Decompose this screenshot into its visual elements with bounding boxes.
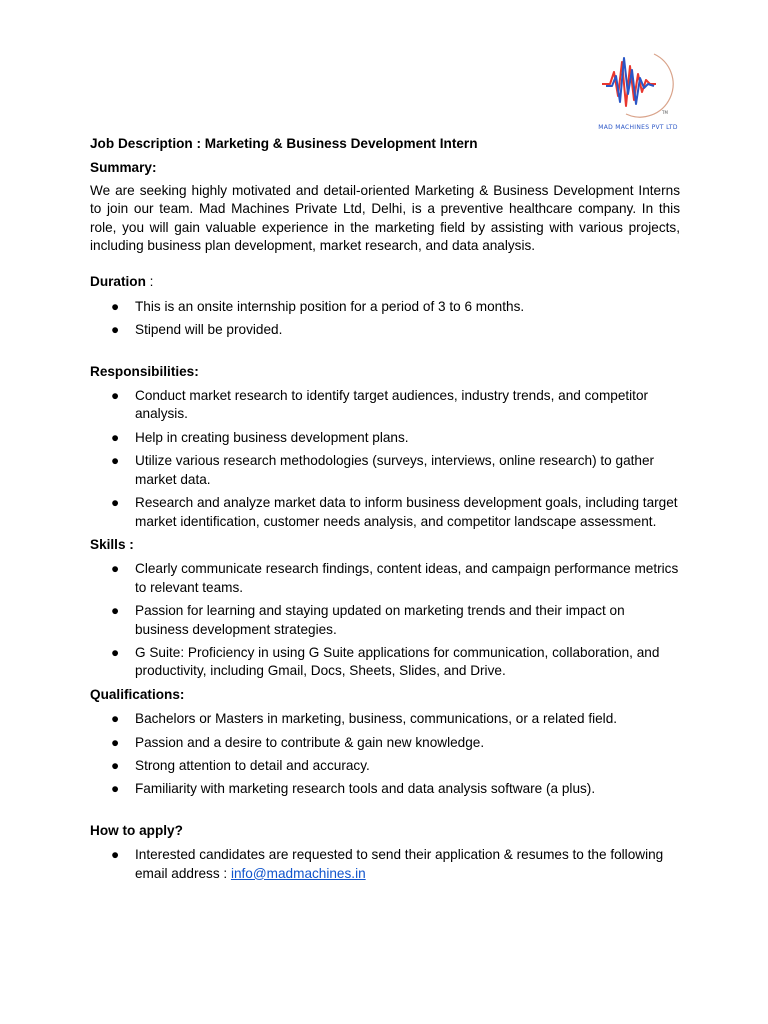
skills-heading: Skills : (90, 536, 134, 552)
list-item-text: Passion for learning and staying updated on marketing trends and their impact on business development strategies. (135, 603, 625, 637)
document-body (90, 135, 680, 888)
company-logo (596, 44, 680, 136)
email-link[interactable]: info@madmachines.in (230, 865, 366, 881)
logo-caption: MAD MACHINES PVT LTD (598, 124, 678, 131)
list-item (90, 710, 680, 728)
duration-list (90, 298, 680, 340)
responsibilities-heading: Responsibilities: (90, 363, 199, 379)
bullet-icon: ● (111, 298, 120, 314)
how-to-apply-list (90, 846, 680, 883)
document-title: Job Description : Marketing & Business Development Intern (90, 136, 478, 151)
summary-text: We are seeking highly motivated and detail-oriented Marketing & Business Development Interns to join our team. Mad Machines Private Ltd, Delhi, is a preventive healthcare company. In this role, you will gain valuable experience in the marketing field by assisting with various projects, including business plan development, market research, and data analysis. (90, 182, 680, 254)
bullet-icon: ● (111, 388, 120, 404)
waveform-logo-icon (596, 44, 680, 124)
duration-heading: Duration (90, 274, 146, 290)
qualifications-list (90, 710, 680, 799)
how-to-apply-heading: How to apply? (90, 822, 183, 838)
qualifications-heading: Qualifications: (90, 686, 185, 702)
svg-text:TM: TM (662, 110, 668, 115)
list-item-text: Stipend will be provided. (135, 322, 283, 338)
list-item (90, 560, 680, 597)
bullet-icon: ● (111, 561, 120, 577)
list-item-text: Utilize various research methodologies (surveys, interviews, online research) to gather market data. (135, 453, 655, 487)
list-item-text: Strong attention to detail and accuracy. (135, 757, 370, 773)
bullet-icon: ● (111, 644, 120, 660)
list-item-text: Interested candidates are requested to send their application & resumes to the following email address : (135, 847, 664, 881)
list-item-text: Clearly communicate research findings, content ideas, and campaign performance metrics to relevant teams. (135, 561, 679, 595)
list-item-text: Research and analyze market data to inform business development goals, including target market identification, customer needs analysis, and competitor landscape assessment. (135, 495, 678, 529)
bullet-icon: ● (111, 734, 120, 750)
list-item (90, 494, 680, 531)
duration-heading-line (90, 273, 680, 291)
list-item-text: Familiarity with marketing research tools and data analysis software (a plus). (135, 781, 596, 797)
bullet-icon: ● (111, 603, 120, 619)
skills-list (90, 560, 680, 680)
list-item (90, 757, 680, 775)
bullet-icon: ● (111, 711, 120, 727)
duration-heading-suffix: : (145, 274, 154, 290)
list-item-text: Bachelors or Masters in marketing, business, communications, or a related field. (135, 711, 618, 727)
bullet-icon: ● (111, 781, 120, 797)
bullet-icon: ● (111, 757, 120, 773)
list-item-text: This is an onsite internship position for a period of 3 to 6 months. (135, 298, 525, 314)
list-item (90, 602, 680, 639)
list-item (90, 846, 680, 883)
list-item (90, 321, 680, 339)
list-item (90, 298, 680, 316)
list-item-text: Conduct market research to identify target audiences, industry trends, and competitor analysis. (135, 388, 649, 422)
list-item (90, 429, 680, 447)
list-item (90, 780, 680, 798)
bullet-icon: ● (111, 453, 120, 469)
bullet-icon: ● (111, 429, 120, 445)
summary-heading: Summary: (90, 160, 157, 176)
bullet-icon: ● (111, 847, 120, 863)
list-item (90, 387, 680, 424)
bullet-icon: ● (111, 322, 120, 338)
list-item-text: Help in creating business development plans. (135, 429, 409, 445)
list-item (90, 734, 680, 752)
list-item-text: Passion and a desire to contribute & gain new knowledge. (135, 734, 485, 750)
list-item-text: G Suite: Proficiency in using G Suite applications for communication, collaboration, and productivity, including Gmail, Docs, Sheets, Slides, and Drive. (135, 644, 660, 679)
bullet-icon: ● (111, 495, 120, 511)
list-item (90, 452, 680, 489)
list-item (90, 644, 680, 681)
responsibilities-list (90, 387, 680, 531)
